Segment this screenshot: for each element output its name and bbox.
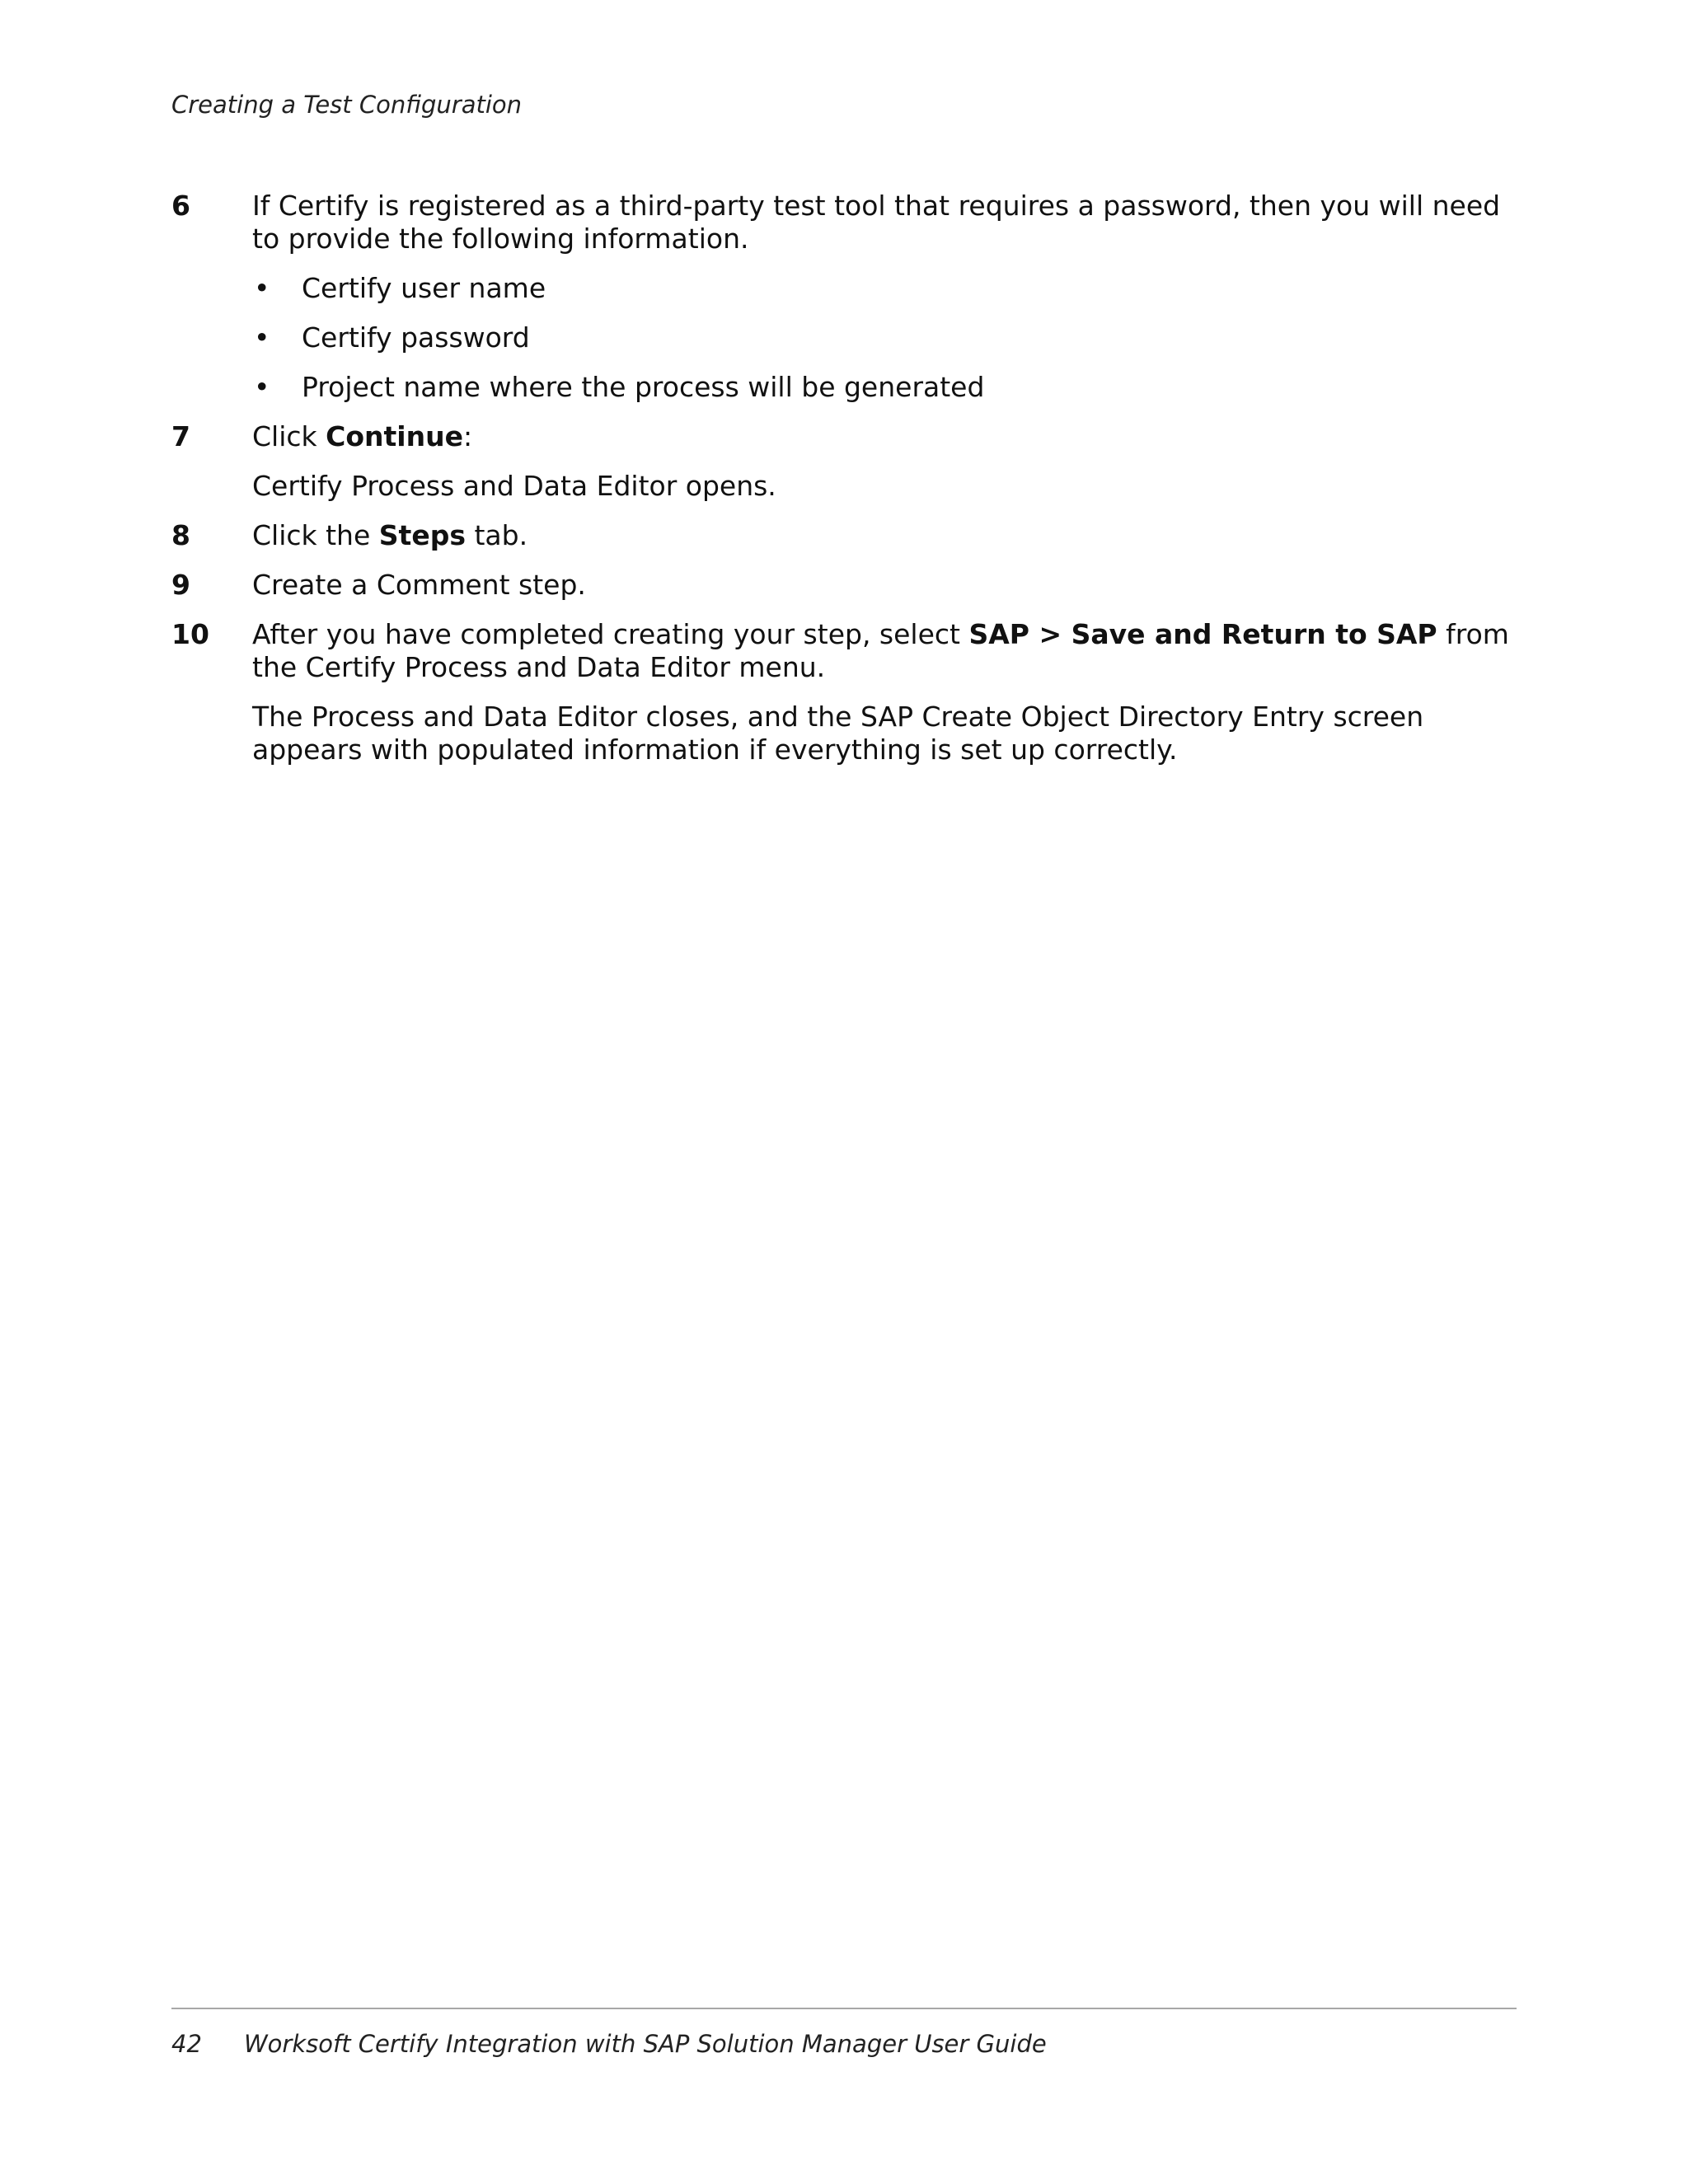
document-title: Worksoft Certify Integration with SAP Solution Manager User Guide [244,2030,1047,2058]
step-text: If Certify is registered as a third-party test tool that requires a password, then you will need to provide the following information. [252,190,1501,255]
step-number: 10 [171,618,209,650]
step-text [252,420,1523,453]
bullet-icon: • [254,272,270,304]
step-result-note: The Process and Data Editor closes, and the SAP Create Object Directory Entry screen appears with populated information if everything is set up correctly. [252,701,1424,766]
running-header: Creating a Test Configuration [171,91,523,119]
list-item [252,371,1523,404]
step-text-part: tab. [465,519,528,551]
step-text [252,618,1523,684]
list-item [252,321,1523,354]
list-item-text: Certify password [302,321,530,354]
procedure-steps [171,190,1523,783]
list-item [252,272,1523,305]
bullet-icon: • [254,321,270,354]
list-item-text: Project name where the process will be generated [302,371,985,403]
step-text-part: Click [252,420,326,452]
step-number: 8 [171,519,190,551]
required-info-list [252,272,1523,404]
page-number: 42 [171,2030,202,2058]
step-text-part: : [462,420,473,452]
step-6 [171,190,1523,404]
list-item-text: Certify user name [302,272,546,304]
ui-term-continue: Continue [326,420,463,452]
page-footer [171,2030,1047,2058]
step-text [252,519,1523,552]
footer-divider [171,2008,1517,2009]
step-result-note: Certify Process and Data Editor opens. [252,470,776,502]
step-text: Create a Comment step. [252,569,586,601]
step-text-part: Click the [252,519,379,551]
step-text-part: After you have completed creating your step, select [252,618,969,650]
step-7 [171,420,1523,503]
step-text-part: from the Certify Process and Data Editor menu. [252,618,1509,683]
step-9 [171,569,1523,602]
ui-term-save-and-return: SAP > Save and Return to SAP [968,618,1437,650]
step-8 [171,519,1523,552]
step-number: 7 [171,420,190,452]
step-number: 9 [171,569,190,601]
bullet-icon: • [254,371,270,403]
step-10 [171,618,1523,766]
ui-term-steps: Steps [378,519,466,551]
step-number: 6 [171,190,190,222]
